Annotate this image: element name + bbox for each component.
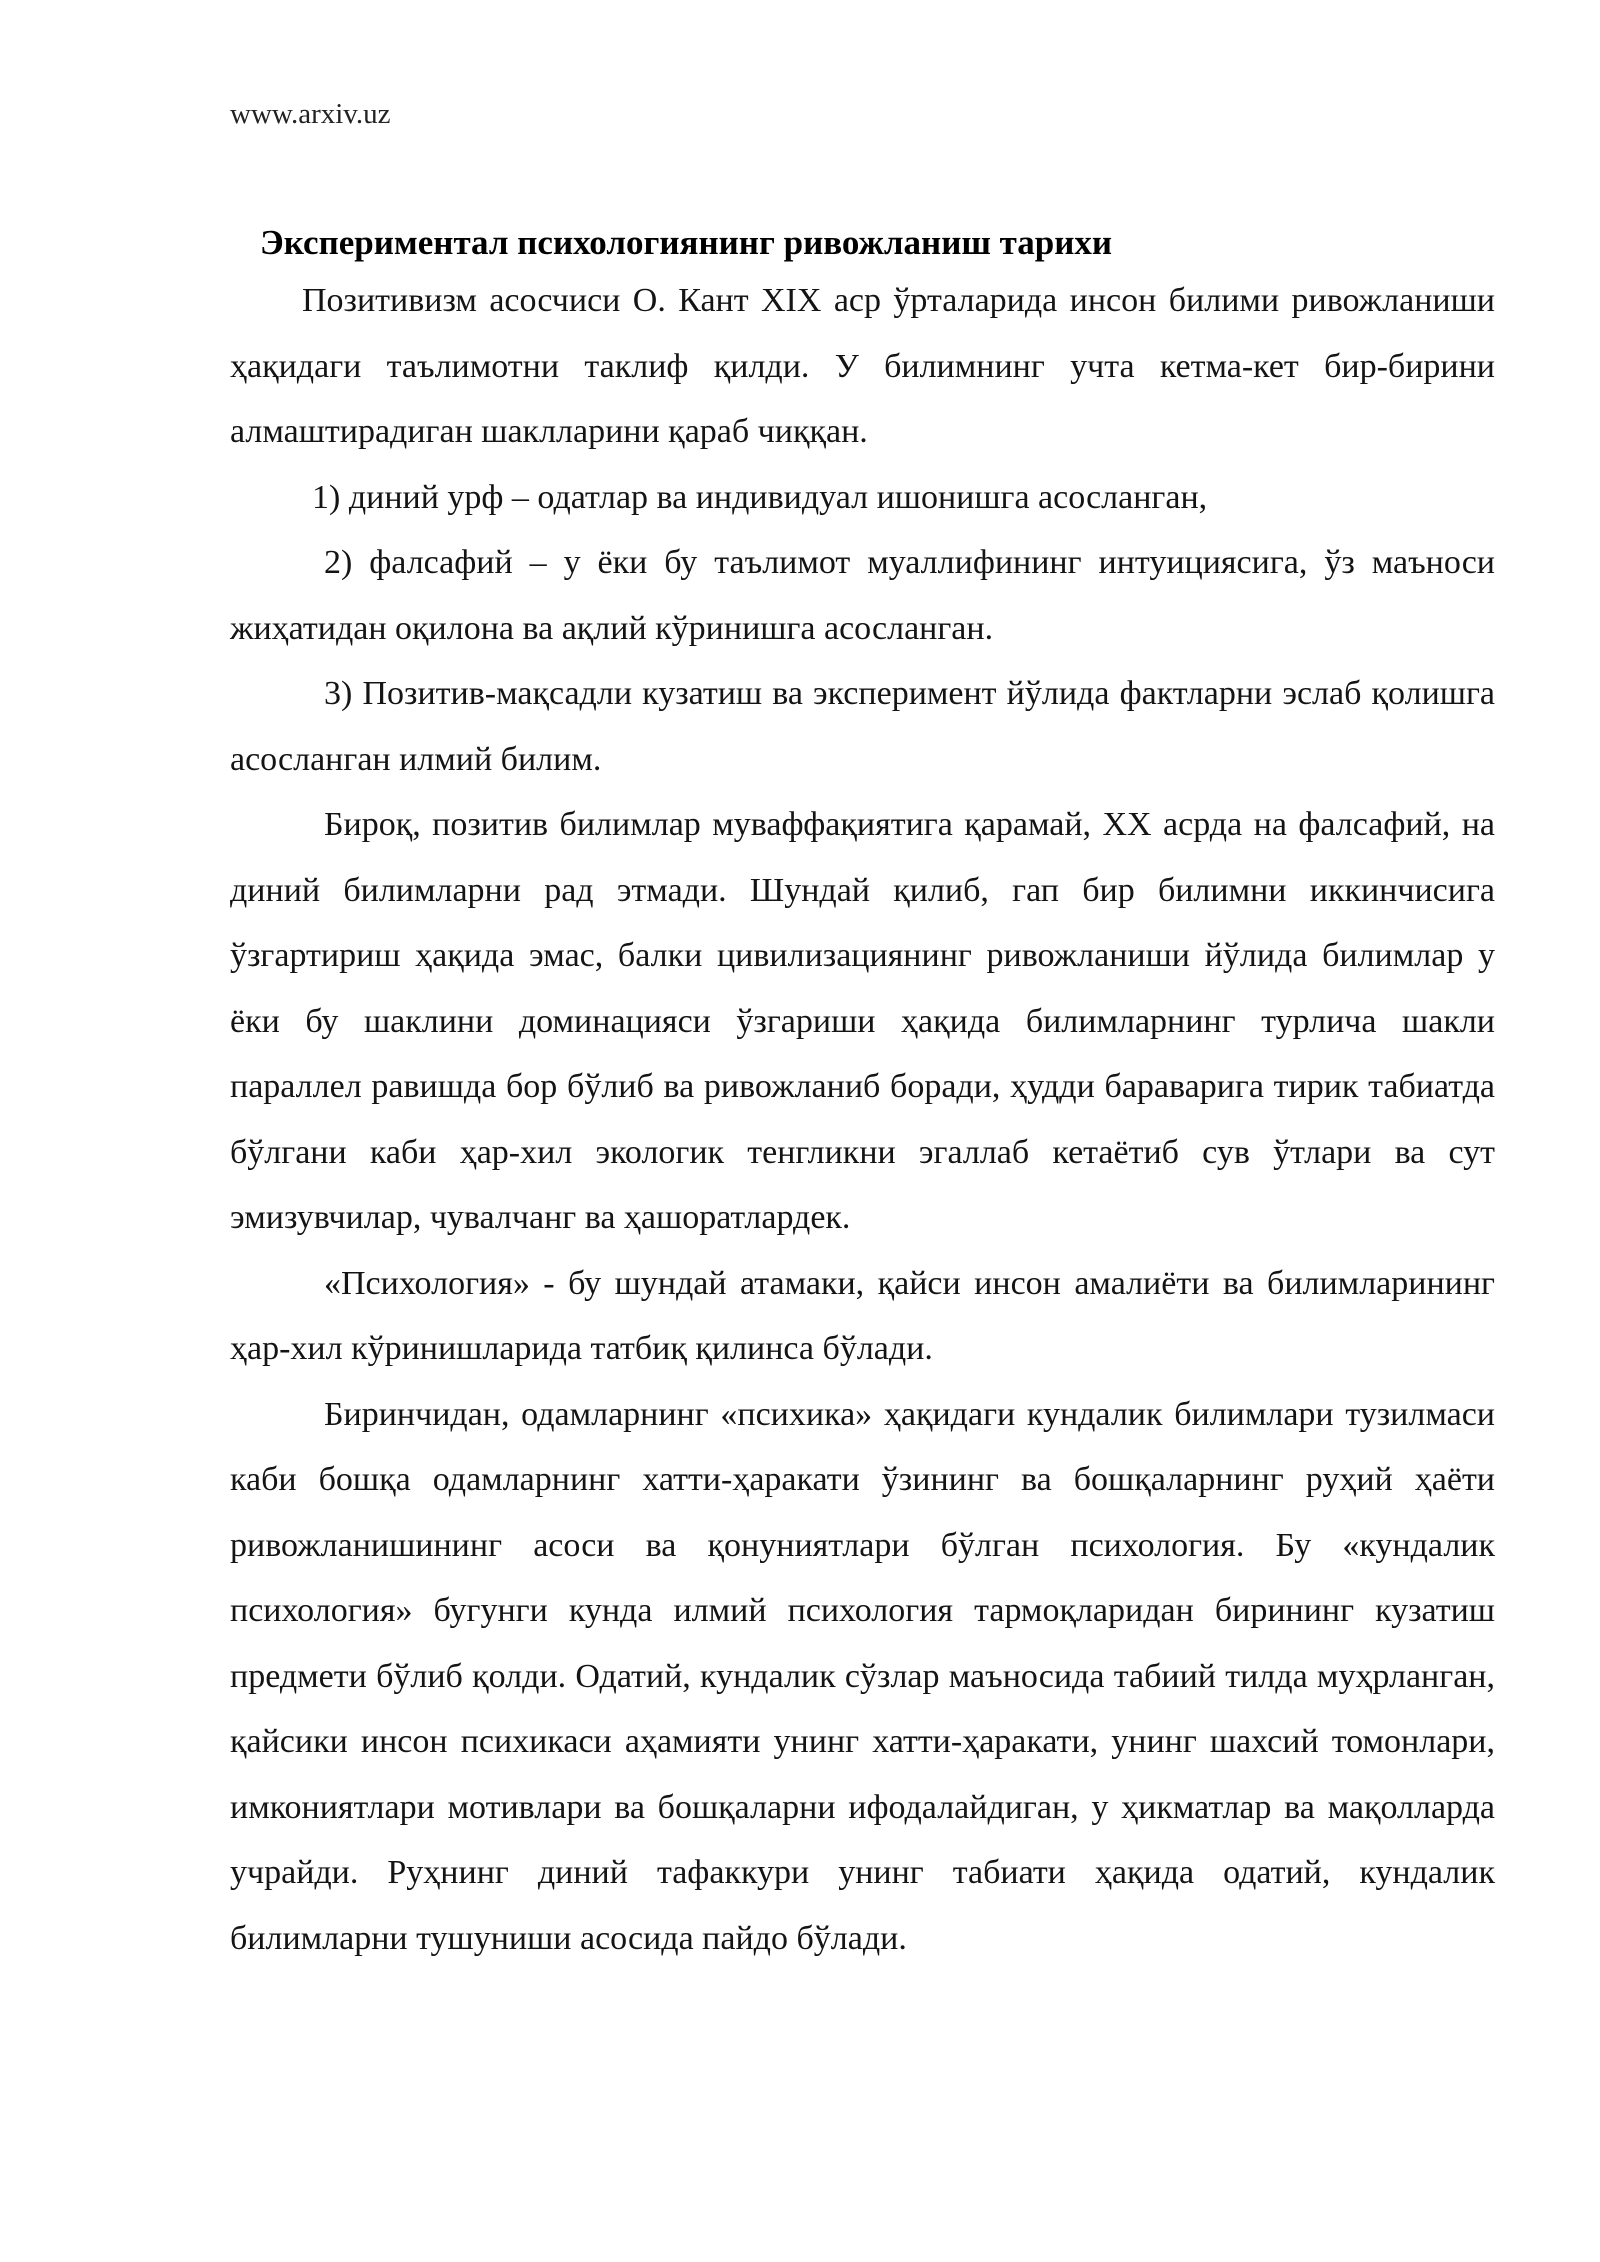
list-item-1: 1) диний урф – одатлар ва индивидуал ишонишга асосланган, [312,478,1208,516]
paragraph-intro: Позитивизм асосчиси О. Кант XIX аср ўрталарида инсон билими ривожланиши ҳақидаги таълимотни таклиф қилди. У билимнинг учта кетма-кет бир-бирини алмаштирадиган шаклларини қараб чиққан. [230,282,1495,450]
document-title: Экспериментал психологиянинг ривожланиш тарихи [260,223,1113,262]
list-item-2: 2) фалсафий – у ёки бу таълимот муаллифининг интуициясига, ўз маъноси жиҳатидан оқилона ва ақлий кўринишга асосланган. [230,544,1495,647]
paragraph-psychology-term: «Психология» - бу шундай атамаки, қайси инсон амалиёти ва билимларининг ҳар-хил кўринишларида татбиқ қилинса бўлади. [230,1264,1495,1367]
list-item-3: 3) Позитив-мақсадли кузатиш ва эксперимент йўлида фактларни эслаб қолишга асосланган илмий билим. [230,675,1495,778]
header-url: www.arxiv.uz [230,98,391,130]
document-body [230,218,1495,1971]
paragraph-however: Бироқ, позитив билимлар муваффақиятига қарамай, ХХ асрда на фалсафий, на диний билимларни рад этмади. Шундай қилиб, гап бир билимни иккинчисига ўзгартириш ҳақида эмас, балки цивилизациянинг ривожланиши йўлида билимлар у ёки бу шаклини доминацияси ўзгариши ҳақида билимларнинг турлича шакли параллел равишда бор бўлиб ва ривожланиб боради, ҳудди бараваригa тирик табиатда бўлгани каби ҳар-хил экологик тенгликни эгаллаб кетаётиб сув ўтлари ва сут эмизувчилар, чувалчанг ва ҳашоратлардек. [230,806,1495,1236]
paragraph-firstly: Биринчидан, одамларнинг «психика» ҳақидаги кундалик билимлари тузилмаси каби бошқа одамларнинг хатти-ҳаракати ўзининг ва бошқаларнинг руҳий ҳаёти ривожланишининг асоси ва қонуниятлари бўлган психология. Бу «кундалик психология» бугунги кунда илмий психология тармоқларидан бирининг кузатиш предмети бўлиб қолди. Одатий, кундалик сўзлар маъносида табиий тилда муҳрланган, қайсики инсон психикаси аҳамияти унинг хатти-ҳаракати, унинг шахсий томонлари, имкониятлари мотивлари ва бошқаларни ифодалайдиган, у ҳикматлар ва мақолларда учрайди. Руҳнинг диний тафаккури унинг табиати ҳақида одатий, кундалик билимларни тушуниши асосида пайдо бўлади. [230,1395,1495,1957]
